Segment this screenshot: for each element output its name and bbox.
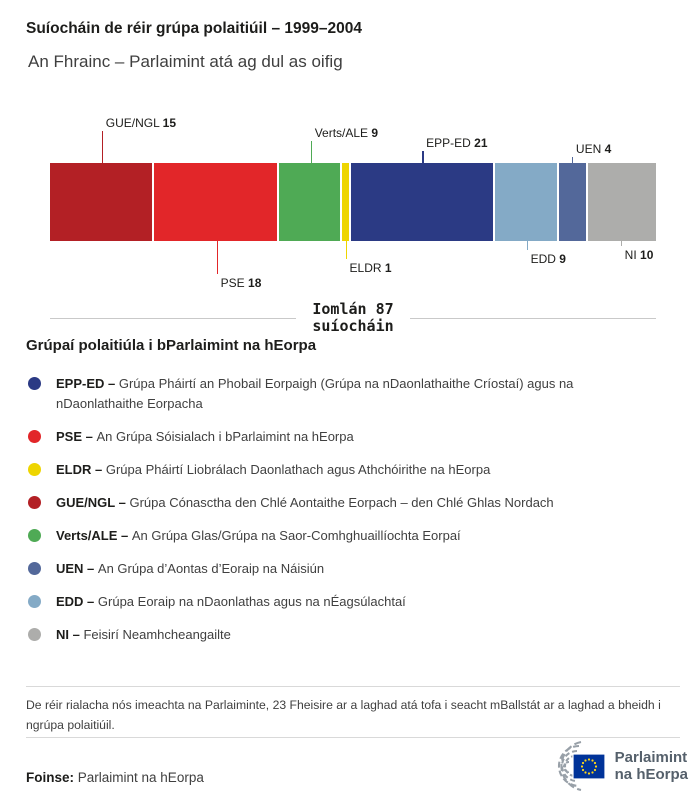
legend-item-ELDR [26, 460, 680, 480]
parliament-hemicycle-icon [539, 740, 607, 792]
total-line2: suíocháin [312, 317, 394, 335]
bar-segment-GUE/NGL [50, 163, 152, 241]
callout-label-NI: NI 10 [624, 248, 654, 262]
logo-wordmark [615, 749, 688, 783]
divider-top [26, 686, 680, 687]
stacked-bar [50, 163, 656, 241]
legend-item-NI [26, 625, 680, 645]
legend-section [26, 337, 680, 658]
source-label: Foinse: [26, 770, 75, 785]
callout-EPP-ED [422, 136, 488, 163]
callout-label-Verts/ALE: Verts/ALE 9 [314, 126, 379, 140]
divider-bottom [26, 737, 680, 738]
source-value: Parlaimint na hEorpa [74, 770, 204, 785]
callout-label-UEN: UEN 4 [575, 142, 612, 156]
bar-area [50, 110, 656, 344]
callout-GUE/NGL [102, 116, 176, 163]
legend-item-text: EDD – Grúpa Eoraip na nDaonlathas agus na nÉagsúlachtaí [56, 594, 406, 609]
total-seats-label [312, 301, 393, 335]
callout-UEN [572, 142, 612, 163]
total-row [50, 301, 656, 335]
total-divider-left [50, 318, 296, 319]
total-divider-right [410, 318, 656, 319]
callout-Verts/ALE [311, 126, 379, 163]
bar-segment-UEN [559, 163, 586, 241]
callout-label-GUE/NGL: GUE/NGL 15 [105, 116, 176, 130]
footnote: De réir rialacha nós imeachta na Parlaiminte, 23 Fheisire ar a laghad atá tofa i seacht mBallstát ar a laghad a bheidh i ngrúpa polaitiúil. [26, 698, 661, 732]
source-line [26, 770, 204, 785]
total-line1: Iomlán 87 [312, 300, 394, 318]
legend-dot [28, 529, 41, 542]
callout-PSE [217, 241, 262, 290]
legend-dot [28, 430, 41, 443]
legend-dot [28, 377, 41, 390]
legend-list [26, 374, 680, 645]
page-title: Suíocháin de réir grúpa polaitiúil – 1999–2004 [26, 20, 362, 37]
legend-item-text: Verts/ALE – An Grúpa Glas/Grúpa na Saor-Comhghuaillíochta Eorpaí [56, 528, 461, 543]
bar-segment-EPP-ED [351, 163, 494, 241]
callout-EDD [527, 241, 566, 266]
logo-line2: na hEorpa [614, 766, 688, 783]
legend-item-text: GUE/NGL – Grúpa Cónasctha den Chlé Aontaithe Eorpach – den Chlé Ghlas Nordach [56, 495, 554, 510]
callout-label-ELDR: ELDR 1 [349, 261, 392, 275]
callout-NI [621, 241, 654, 262]
bar-segment-EDD [495, 163, 556, 241]
legend-dot [28, 628, 41, 641]
seats-chart [0, 110, 700, 344]
bar-segment-ELDR [342, 163, 349, 241]
legend-item-PSE [26, 427, 680, 447]
legend-item-text: PSE – An Grúpa Sóisialach i bParlaimint na hEorpa [56, 429, 354, 444]
legend-item-Verts/ALE [26, 526, 680, 546]
legend-item-text: UEN – An Grúpa d’Aontas d’Eoraip na Náisiún [56, 561, 325, 576]
logo-line1: Parlaimint [614, 749, 688, 766]
legend-dot [28, 463, 41, 476]
legend-item-text: EPP-ED – Grúpa Pháirtí an Phobail Eorpaigh (Grúpa na nDaonlathaithe Críostaí) agus na nDaonlathaithe Eorpacha [56, 376, 574, 411]
legend-item-text: ELDR – Grúpa Pháirtí Liobrálach Daonlathach agus Athchóirithe na hEorpa [56, 462, 491, 477]
legend-item-EPP-ED [26, 374, 680, 414]
bar-segment-PSE [154, 163, 276, 241]
european-parliament-logo [539, 740, 688, 792]
callout-label-EDD: EDD 9 [530, 252, 566, 266]
legend-item-text: NI – Feisirí Neamhcheangailte [56, 627, 231, 642]
legend-dot [28, 595, 41, 608]
legend-heading: Grúpaí polaitiúla i bParlaimint na hEorpa [26, 337, 317, 354]
legend-dot [28, 562, 41, 575]
bar-segment-Verts/ALE [279, 163, 340, 241]
callout-label-EPP-ED: EPP-ED 21 [426, 136, 488, 150]
bar-segment-NI [588, 163, 656, 241]
legend-item-UEN [26, 559, 680, 579]
legend-dot [28, 496, 41, 509]
legend-item-EDD [26, 592, 680, 612]
page-subtitle: An Fhrainc – Parlaimint atá ag dul as oifig [28, 52, 343, 71]
legend-item-GUE/NGL [26, 493, 680, 513]
eu-flag [573, 754, 605, 779]
callout-ELDR [346, 241, 392, 275]
callout-label-PSE: PSE 18 [220, 276, 262, 290]
